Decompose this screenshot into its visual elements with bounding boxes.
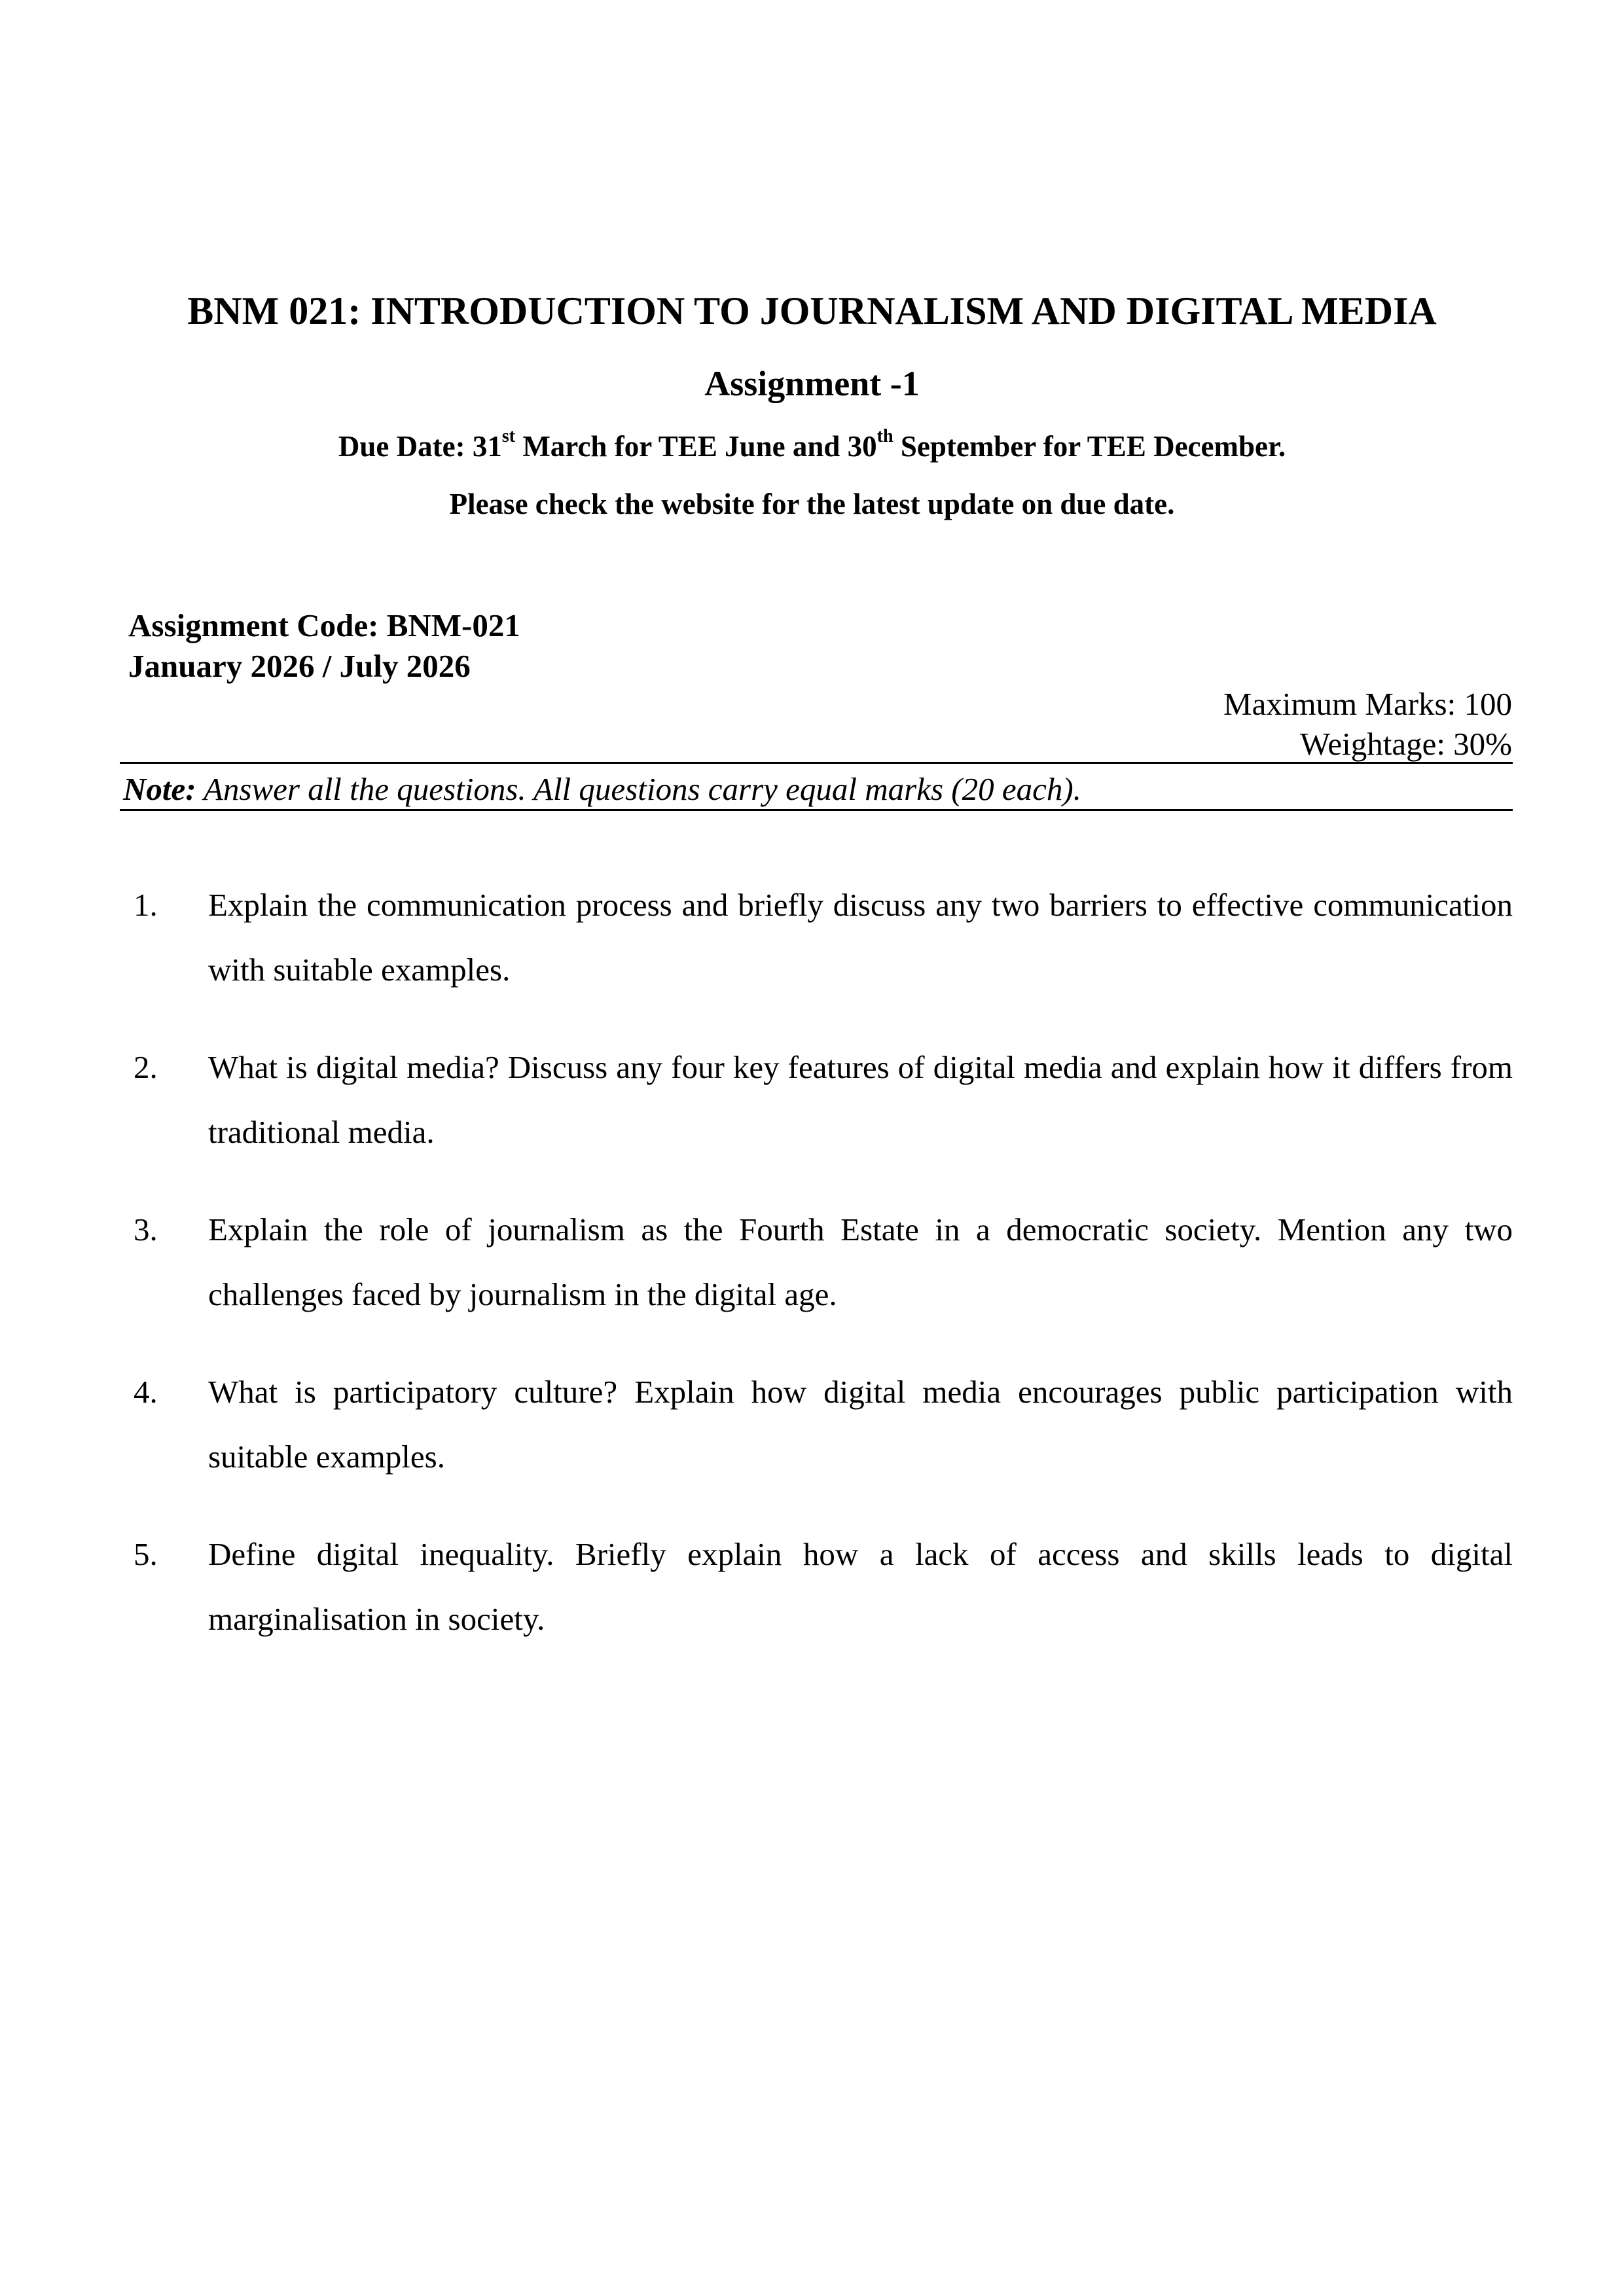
maximum-marks: Maximum Marks: 100	[1223, 686, 1512, 722]
note-label: Note:	[123, 771, 196, 807]
question-line: suitable examples.	[208, 1439, 445, 1475]
instructions-note	[123, 770, 1081, 809]
question-line: differs from traditional media.	[208, 1049, 1513, 1150]
question-number: 3.	[134, 1211, 158, 1247]
question-text	[208, 1359, 1513, 1489]
question-line: Define digital inequality. Briefly explain how a lack of access and skills leads to digital	[208, 1536, 1513, 1572]
question-number: 5.	[134, 1536, 158, 1572]
due-date-update-note: Please check the website for the latest update on due date.	[449, 488, 1175, 520]
question-line: Explain the role of journalism as the Fourth Estate in a democratic society. Mention any two	[208, 1211, 1513, 1247]
question-line: What is digital media? Discuss any four key features of digital media and explain how it	[208, 1049, 1350, 1085]
question-number: 1.	[134, 887, 158, 923]
question-number: 2.	[134, 1049, 158, 1085]
question-number: 4.	[134, 1374, 158, 1410]
question-line: communication with suitable examples.	[208, 887, 1513, 988]
assignment-subtitle: Assignment -1	[704, 364, 920, 403]
due-date-superscript-st: st	[501, 426, 516, 446]
due-date-prefix: Due Date: 31	[338, 430, 502, 463]
assignment-code: Assignment Code: BNM-021	[128, 607, 520, 643]
question-text	[208, 1522, 1513, 1651]
note-bottom-divider	[120, 809, 1513, 811]
due-date-line	[0, 427, 1624, 466]
question-text	[208, 1197, 1513, 1327]
question-line: marginalisation in society.	[208, 1601, 545, 1637]
due-date-middle: March for TEE June and 30	[515, 430, 877, 463]
question-line: What is participatory culture? Explain how digital media encourages public participation with	[208, 1374, 1513, 1410]
question-line: challenges faced by journalism in the digital age.	[208, 1276, 837, 1312]
question-text	[208, 1035, 1513, 1164]
note-top-divider	[120, 762, 1513, 764]
question-line: Explain the communication process and briefly discuss any two barriers to effective	[208, 887, 1304, 923]
session-label: January 2026 / July 2026	[128, 648, 471, 684]
question-text	[208, 872, 1513, 1002]
weightage: Weightage: 30%	[1300, 726, 1512, 762]
page-title: BNM 021: INTRODUCTION TO JOURNALISM AND DIGITAL MEDIA	[187, 289, 1437, 332]
due-date-suffix: September for TEE December.	[893, 430, 1286, 463]
due-date-superscript-th: th	[876, 426, 893, 446]
note-text: Answer all the questions. All questions carry equal marks (20 each).	[196, 771, 1081, 807]
